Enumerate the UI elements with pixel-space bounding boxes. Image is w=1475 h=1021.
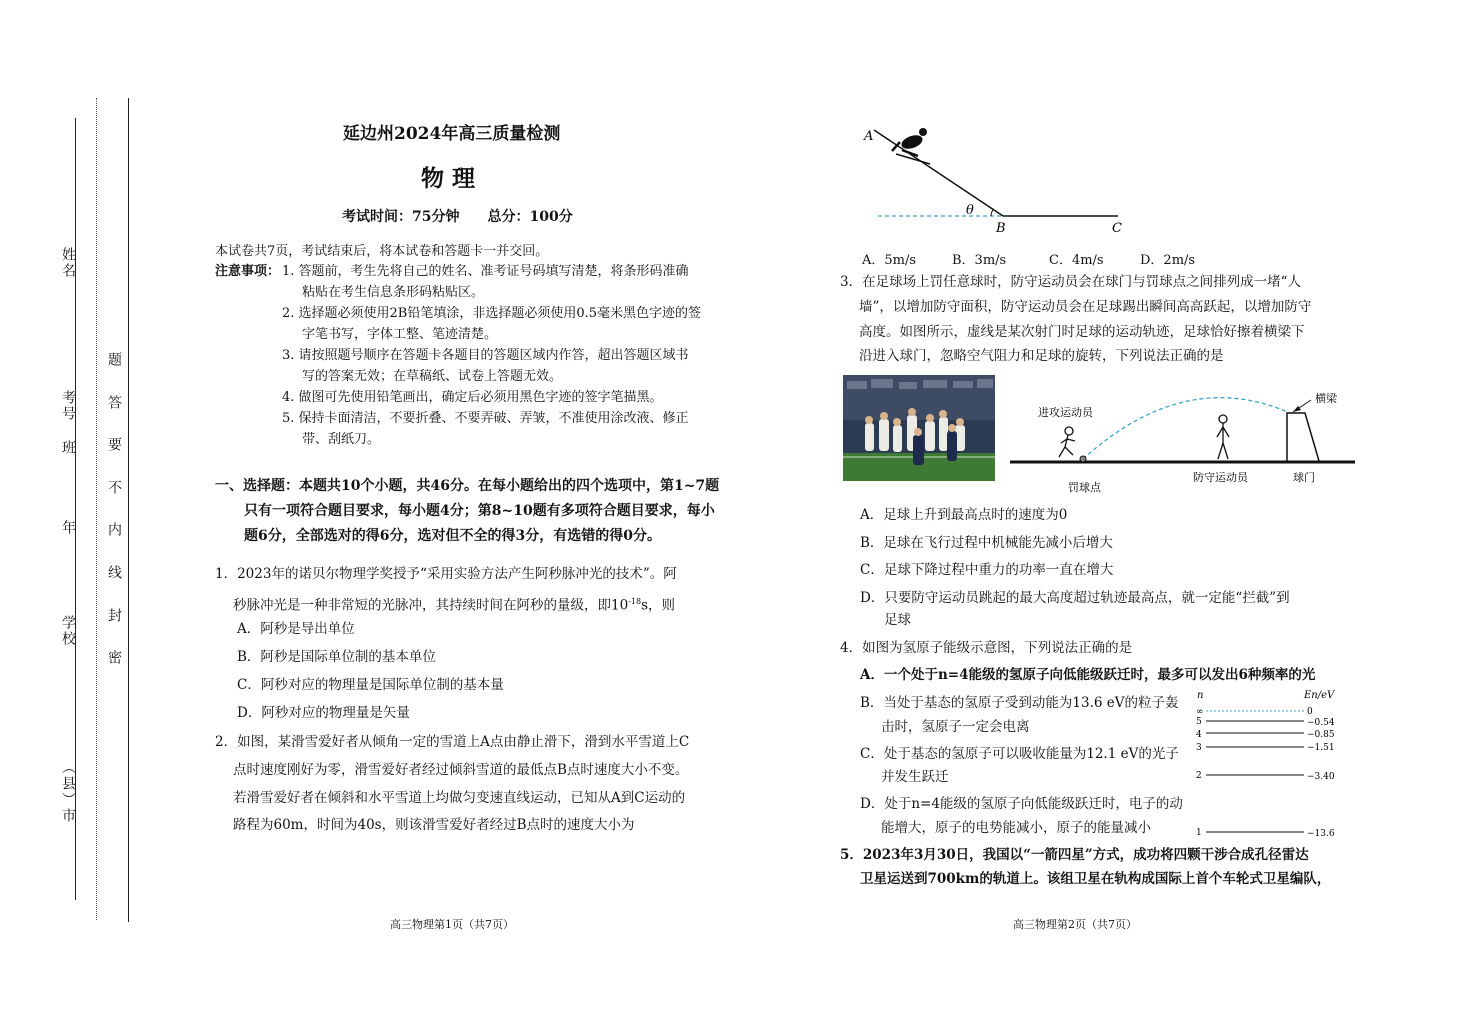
q3-stem: 3．在足球场上罚任意球时，防守运动员会在球门与罚球点之间排列成一堵“人 [840, 274, 1301, 290]
q1-option-b[interactable]: B．阿秒是国际单位制的基本单位 [237, 649, 436, 665]
defender-icon [1217, 415, 1229, 459]
notice-line: 5. 保持卡面清洁，不要折叠、不要弄破、弄皱，不准使用涂改液、修正 [282, 411, 689, 426]
q3-stem-line: 高度。如图所示，虚线是某次射门时足球的运动轨迹，足球恰好擦着横梁下 [859, 324, 1305, 340]
ski-slope-figure [860, 118, 1140, 242]
point-c-label: C [1112, 221, 1122, 236]
q3-stem-line: 墙”，以增加防守面积，防守运动员会在足球踢出瞬间高高跃起，以增加防守 [859, 299, 1312, 315]
exam-title: 延边州2024年高三质量检测 [343, 124, 561, 144]
energy-axis-label: En/eV [1304, 690, 1335, 701]
level-e-3: −1.51 [1307, 743, 1335, 753]
level-n-1: 1 [1196, 828, 1202, 838]
q1-option-d[interactable]: D．阿秒对应的物理量是矢量 [237, 705, 410, 721]
n-axis-label: n [1197, 690, 1204, 701]
notice-line: 粘贴在考生信息条形码粘贴区。 [302, 285, 485, 300]
soccer-free-kick-photo [843, 375, 995, 481]
intro-text: 本试卷共7页，考试结束后，将本试卷和答题卡一并交回。 [215, 244, 549, 259]
q3-stem-line: 沿进入球门，忽略空气阻力和足球的旋转，下列说法正确的是 [859, 348, 1224, 364]
section1-heading: 一、选择题：本题共10个小题，共46分。在每小题给出的四个选项中，第1~7题 [215, 478, 720, 494]
q3-option-c[interactable]: C．足球下降过程中重力的功率一直在增大 [860, 562, 1114, 578]
binding-line-inner [128, 98, 129, 922]
goal-frame-icon [1287, 413, 1319, 461]
attacker-label: 进攻运动员 [1038, 406, 1093, 419]
field-city-label: （县）市 [60, 760, 76, 824]
level-n-3: 3 [1196, 743, 1202, 753]
defender-label: 防守运动员 [1193, 471, 1248, 484]
theta-label: θ [966, 203, 974, 218]
q1-stem-line2 [233, 588, 675, 620]
level-e-4: −0.85 [1307, 730, 1335, 740]
point-b-label: B [996, 221, 1006, 236]
seal-char: 要 [106, 437, 122, 453]
q5-stem-line: 卫星运送到700km的轨道上。该组卫星在轨构成国际上首个车轮式卫星编队， [860, 871, 1331, 887]
subject-title: 物 理 [421, 165, 476, 192]
level-e-1: −13.6 [1307, 829, 1335, 839]
notice-line: 字笔书写，字体工整、笔迹清楚。 [302, 327, 498, 342]
level-e-5: −0.54 [1307, 718, 1335, 728]
q5-stem: 5．2023年3月30日，我国以“一箭四星”方式，成功将四颗干涉合成孔径雷达 [840, 847, 1309, 863]
seal-char: 不 [106, 480, 122, 496]
notice-line: 4. 做图可先使用铅笔画出，确定后必须用黑色字迹的签字笔描黑。 [282, 390, 663, 405]
exam-time-info: 考试时间：75分钟 总分：100分 [342, 209, 573, 225]
section1-line: 题6分，全部选对的得6分，选对但不全的得3分，有选错的得0分。 [244, 528, 661, 544]
field-id-label: 考号 [60, 390, 76, 422]
level-e-2: −3.40 [1307, 772, 1335, 782]
soccer-trajectory-diagram [1005, 385, 1360, 497]
level-n-5: 5 [1196, 717, 1202, 727]
q3-option-d-cont: 足球 [884, 612, 911, 628]
q2-option-c[interactable]: C．4m/s [1049, 253, 1104, 268]
angle-arc [991, 209, 994, 216]
slope-line [874, 130, 1003, 216]
seal-char: 封 [106, 608, 122, 624]
q4-option-c[interactable]: C．处于基态的氢原子可以吸收能量为12.1 eV的光子 [860, 746, 1179, 762]
field-school-label: 学校 [60, 615, 76, 647]
q2-stem-line: 点时速度刚好为零，滑雪爱好者经过倾斜雪道的最低点B点时速度大小不变。 [233, 762, 689, 778]
notice-label: 注意事项： [215, 264, 281, 279]
q2-option-b[interactable]: B．3m/s [952, 253, 1007, 268]
section1-line: 只有一项符合题目要求，每小题4分；第8~10题有多项符合题目要求，每小 [244, 503, 715, 519]
q4-option-b[interactable]: B．当处于基态的氢原子受到动能为13.6 eV的粒子轰 [860, 695, 1179, 711]
q4-option-a[interactable]: A．一个处于n=4能级的氢原子向低能级跃迁时，最多可以发出6种频率的光 [860, 667, 1316, 683]
q3-option-b[interactable]: B．足球在飞行过程中机械能先减小后增大 [860, 535, 1113, 551]
q2-stem: 2．如图，某滑雪爱好者从倾角一定的雪道上A点由静止滑下，滑到水平雪道上C [215, 734, 690, 750]
notice-line: 1. 答题前，考生先将自己的姓名、准考证号码填写清楚，将条形码准确 [282, 264, 689, 279]
notice-line: 带、刮纸刀。 [302, 432, 381, 447]
q4-option-d[interactable]: D．处于n=4能级的氢原子向低能级跃迁时，电子的动 [860, 796, 1183, 812]
notice-line: 2. 选择题必须使用2B铅笔填涂，非选择题必须使用0.5毫米黑色字迹的签 [282, 306, 702, 321]
q2-stem-line: 若滑雪爱好者在倾斜和水平雪道上均做匀变速直线运动，已知从A到C运动的 [233, 790, 686, 806]
seal-dotted-line [96, 98, 97, 920]
crossbar-label: 横梁 [1315, 392, 1337, 405]
penalty-spot-label: 罚球点 [1068, 481, 1101, 494]
goal-label: 球门 [1293, 471, 1315, 484]
q4-option-d-cont: 能增大，原子的电势能减小，原子的能量减小 [881, 820, 1151, 836]
q3-option-d[interactable]: D．只要防守运动员跳起的最大高度超过轨迹最高点，就一定能“拦截”到 [860, 590, 1290, 606]
q1-exponent: -18 [628, 597, 642, 606]
q2-option-d[interactable]: D．2m/s [1140, 253, 1196, 268]
q1-stem-text: 秒脉冲光是一种非常短的光脉冲，其持续时间在阿秒的量级，即10 [233, 597, 629, 614]
level-n-infinity: ∞ [1196, 707, 1204, 717]
seal-char: 答 [106, 395, 122, 411]
ball-icon [1080, 456, 1086, 462]
seal-char: 题 [106, 352, 122, 368]
q2-option-a[interactable]: A．5m/s [862, 253, 917, 268]
skier-icon [892, 128, 930, 164]
notice-line: 3. 请按照题号顺序在答题卡各题目的答题区域内作答，超出答题区域书 [282, 348, 689, 363]
ball-trajectory [1083, 398, 1290, 459]
seal-char: 密 [106, 650, 122, 666]
q2-stem-line: 路程为60m，时间为40s，则该滑雪爱好者经过B点时的速度大小为 [233, 817, 635, 833]
seal-char: 线 [106, 565, 122, 581]
point-a-label: A [864, 129, 874, 144]
notice-line: 写的答案无效；在草稿纸、试卷上答题无效。 [302, 369, 563, 384]
seal-char: 内 [106, 522, 122, 538]
page1-footer: 高三物理第1页（共7页） [390, 918, 514, 931]
hydrogen-energy-level-diagram [1192, 686, 1352, 842]
q1-option-c[interactable]: C．阿秒对应的物理量是国际单位制的基本量 [237, 677, 504, 693]
q4-stem: 4．如图为氢原子能级示意图，下列说法正确的是 [840, 640, 1133, 656]
level-n-2: 2 [1196, 771, 1202, 781]
q1-option-a[interactable]: A．阿秒是导出单位 [237, 621, 355, 637]
level-e-infinity: 0 [1307, 707, 1313, 717]
field-class-label: 班 [60, 440, 76, 456]
q1-stem-text: s，则 [641, 597, 676, 614]
field-grade-label: 年 [60, 520, 76, 536]
q1-stem: 1．2023年的诺贝尔物理学奖授予“采用实验方法产生阿秒脉冲光的技术”。阿 [215, 566, 677, 582]
level-n-4: 4 [1196, 730, 1202, 740]
field-name-label: 姓名 [60, 247, 76, 279]
q4-option-b-cont: 击时，氢原子一定会电离 [881, 719, 1030, 735]
attacker-icon [1059, 427, 1075, 457]
page2-footer: 高三物理第2页（共7页） [1013, 918, 1137, 931]
q3-option-a[interactable]: A．足球上升到最高点时的速度为0 [860, 507, 1068, 523]
q4-option-c-cont: 并发生跃迁 [881, 769, 949, 785]
